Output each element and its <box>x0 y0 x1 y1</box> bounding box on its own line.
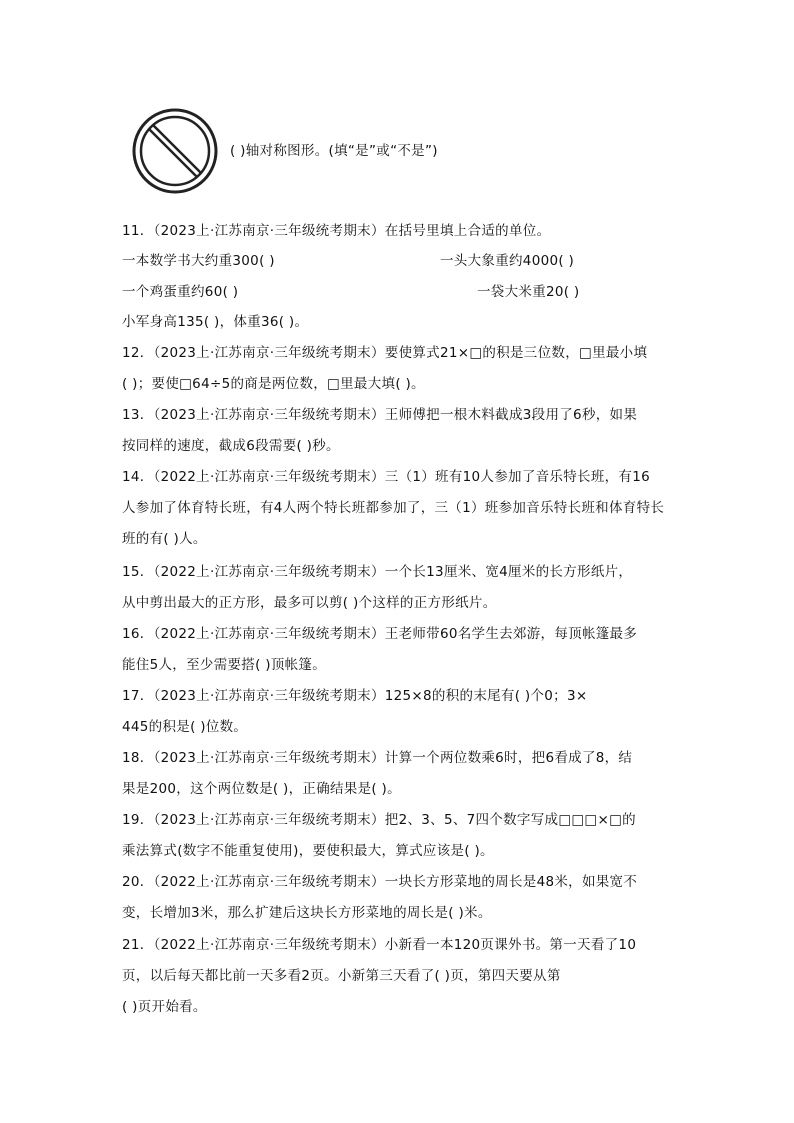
question-17-line: 17．（2023上·江苏南京·三年级统考期末）125×8的积的末尾有( )个0；3× <box>122 688 588 704</box>
question-16-line: 16．（2022上·江苏南京·三年级统考期末）王老师带60名学生去郊游，每顶帐篷最多 <box>122 626 638 642</box>
question-20-line: 20．（2022上·江苏南京·三年级统考期末）一块长方形菜地的周长是48米，如果宽不 <box>122 874 638 890</box>
question-19-line: 乘法算式(数字不能重复使用)，要使积最大，算式应该是( )。 <box>122 843 494 859</box>
question-13-line: 13．（2023上·江苏南京·三年级统考期末）王师傅把一根木料截成3段用了6秒，如果 <box>122 407 638 423</box>
question-16-line: 能住5人，至少需要搭( )顶帐篷。 <box>122 657 327 673</box>
question-12-line: ( )；要使□64÷5的商是两位数，□里最大填( )。 <box>122 376 425 392</box>
intro-question-text: ( )轴对称图形。(填“是”或“不是”) <box>230 143 438 159</box>
q11-blank-egg: 一个鸡蛋重约60( ) <box>122 284 239 300</box>
question-18-line: 18．（2023上·江苏南京·三年级统考期末）计算一个两位数乘6时，把6看成了8，结 <box>122 750 633 766</box>
prohibition-sign-icon <box>130 106 220 196</box>
question-15-line: 从中剪出最大的正方形，最多可以剪( )个这样的正方形纸片。 <box>122 595 497 611</box>
prohibition-sign-graphic <box>130 106 220 196</box>
q11-blank-rice: 一袋大米重20( ) <box>477 284 580 300</box>
question-14-line: 14．（2022上·江苏南京·三年级统考期末）三（1）班有10人参加了音乐特长班，有16 <box>122 469 651 485</box>
q11-blank-elephant: 一头大象重约4000( ) <box>440 253 575 269</box>
question-14-line: 人参加了体育特长班，有4人两个特长班都参加了，三（1）班参加音乐特长班和体育特长 <box>122 500 665 516</box>
question-15-line: 15．（2022上·江苏南京·三年级统考期末）一个长13厘米、宽4厘米的长方形纸片， <box>122 564 633 580</box>
question-13-line: 按同样的速度，截成6段需要( )秒。 <box>122 438 340 454</box>
question-21-line: ( )页开始看。 <box>122 999 207 1015</box>
question-14-line: 班的有( )人。 <box>122 531 207 547</box>
question-21-line: 21．（2022上·江苏南京·三年级统考期末）小新看一本120页课外书。第一天看了10 <box>122 937 637 953</box>
question-18-line: 果是200，这个两位数是( )，正确结果是( )。 <box>122 781 401 797</box>
q11-row-3: 小军身高135( )，体重36( )。 <box>122 314 309 330</box>
question-17-line: 445的积是( )位数。 <box>122 719 248 735</box>
question-19-line: 19．（2023上·江苏南京·三年级统考期末）把2、3、5、7四个数字写成□□□×□的 <box>122 812 636 828</box>
question-21-line: 页，以后每天都比前一天多看2页。小新第三天看了( )页，第四天要从第 <box>122 968 561 984</box>
question-20-line: 变，长增加3米，那么扩建后这块长方形菜地的周长是( )米。 <box>122 905 492 921</box>
question-12-line: 12．（2023上·江苏南京·三年级统考期末）要使算式21×□的积是三位数，□里最小填 <box>122 345 648 361</box>
q11-blank-math-book: 一本数学书大约重300( ) <box>122 253 275 269</box>
q11-stem: 11．（2023上·江苏南京·三年级统考期末）在括号里填上合适的单位。 <box>122 223 551 239</box>
